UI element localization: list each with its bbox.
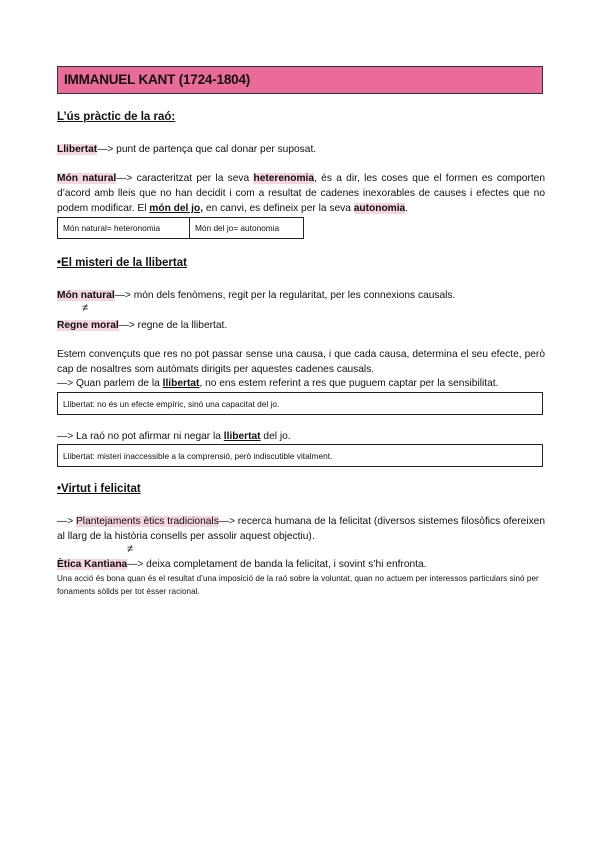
llibertat-definition: Llibertat—> punt de partença que cal donar per suposat. <box>57 144 317 155</box>
causality-paragraph: Estem convençuts que res no pot passar sense una causa, i que cada causa, determina el seu efecte, però cap de nosaltres som autòmats dirigits per aquestes cadenes causals. <box>57 349 545 375</box>
accio-bona-note: Una acció és bona quan és el resultat d’una imposició de la raó sobre la voluntat, quan no actuem per interessos particulars sinó per fonaments sòlids per tot ésser racional. <box>57 574 539 596</box>
not-equal-symbol-2: ≠ <box>127 543 134 555</box>
term-plantejaments: Plantejaments ètics tradicionals <box>76 516 219 527</box>
page-title: IMMANUEL KANT (1724-1804) <box>57 66 543 94</box>
term-regne-moral: Regne moral <box>57 320 119 331</box>
section-heading-misteri: •El misteri de la llibertat <box>57 257 187 269</box>
etica-kantiana-line: Ètica Kantiana—> deixa completament de banda la felicitat, i sovint s’hi enfronta. <box>57 559 427 570</box>
not-equal-symbol: ≠ <box>82 302 89 314</box>
table-cell-mon-natural: Món natural= heteronomia <box>58 218 190 238</box>
llibertat-box-2: Llibertat: misteri inaccessible a la comprensió, però indiscutible vitalment. <box>57 444 543 467</box>
term-llibertat-3: llibertat <box>223 431 261 442</box>
term-mon-del-jo: món del jo, <box>149 203 204 214</box>
term-mon-natural-2: Món natural <box>57 290 115 301</box>
rao-line: —> La raó no pot afirmar ni negar la llibertat del jo. <box>57 431 291 442</box>
mon-natural-line: Món natural—> món dels fenòmens, regit per la regularitat, per les connexions causals. <box>57 290 456 301</box>
llibertat-sensibilitat-line: —> Quan parlem de la llibertat, no ens estem referint a res que puguem captar per la sensibilitat. <box>57 378 499 389</box>
term-heterenomia: heterenomia <box>253 173 315 184</box>
term-llibertat-2: llibertat <box>162 378 200 389</box>
term-autonomia: autonomia <box>353 203 406 214</box>
term-mon-natural: Món natural <box>57 173 117 184</box>
section-heading-us-practic: L’ús pràctic de la raó: <box>57 111 176 123</box>
llibertat-box-1: Llibertat: no és un efecte empíric, sinó una capacitat del jo. <box>57 392 543 415</box>
regne-moral-line: Regne moral—> regne de la llibertat. <box>57 320 228 331</box>
term-llibertat: Llibertat <box>57 144 98 155</box>
comparison-table <box>57 217 304 239</box>
mon-natural-paragraph: Món natural—> caracteritzat per la seva heterenomia, és a dir, les coses que el formen es comporten d’acord amb lleis que no han decidit i com a resultat de cadenes inexorables de causes i efectes que no podem modificar. El món del jo, en canvi, es defineix per la seva autonomia. <box>57 173 545 214</box>
term-etica-kantiana: Ètica Kantiana <box>57 559 128 570</box>
section-heading-virtut: •Virtut i felicitat <box>57 483 141 495</box>
plantejaments-paragraph: —> Plantejaments ètics tradicionals—> recerca humana de la felicitat (diversos sistemes filosòfics ofereixen al llarg de la història consells per assolir aquest objectiu). <box>57 516 546 542</box>
table-cell-mon-del-jo: Món del jo= autonomia <box>195 223 280 233</box>
